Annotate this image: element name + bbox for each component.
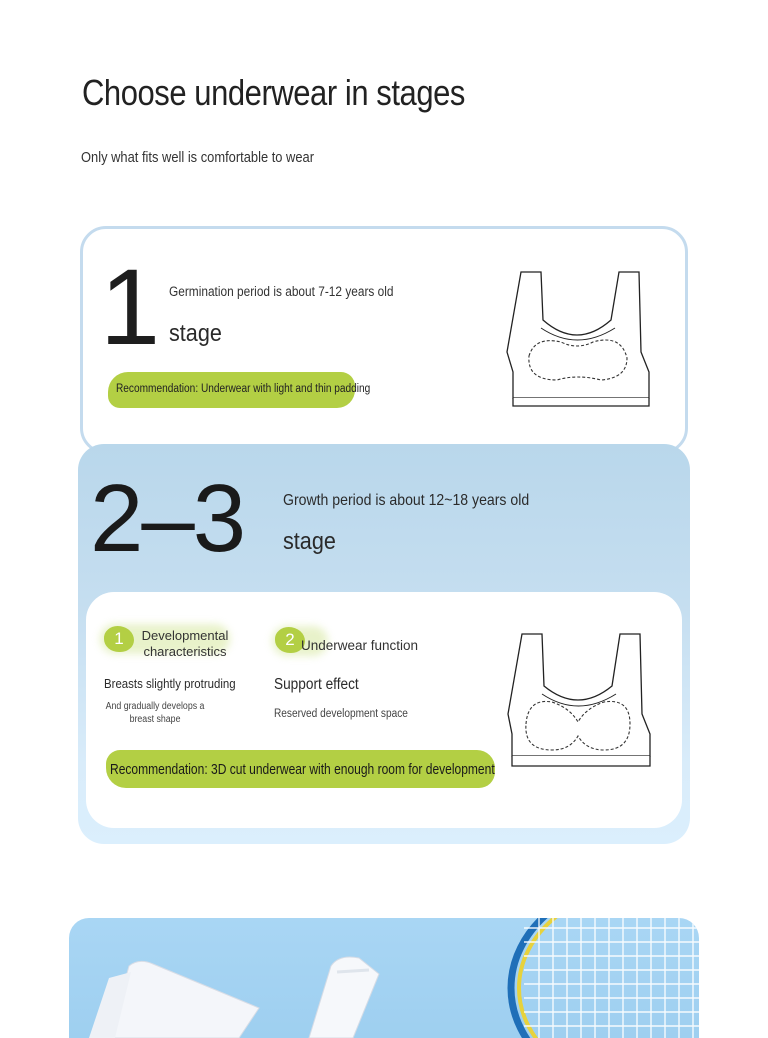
developmental-heading: Developmental characteristics — [141, 628, 229, 659]
stage2-label: stage — [283, 528, 336, 555]
badge-2: 2 — [275, 627, 305, 653]
stage2-number: 2–3 — [90, 465, 245, 572]
photo-scene — [69, 918, 699, 1038]
developmental-item: Breasts slightly protruding — [104, 676, 236, 691]
product-photo — [69, 918, 699, 1038]
stage1-recommendation: Recommendation: Underwear with light and thin padding — [116, 383, 371, 395]
function-item: Support effect — [274, 676, 359, 693]
stage2-period: Growth period is about 12~18 years old — [283, 492, 530, 509]
function-heading: Underwear function — [301, 638, 419, 653]
stage1-label: stage — [169, 320, 222, 347]
stage2-recommendation: Recommendation: 3D cut underwear with enough room for development — [110, 762, 495, 778]
stage1-number: 1 — [100, 246, 161, 367]
function-desc: Reserved development space — [274, 708, 408, 720]
developmental-desc: And gradually develops a breast shape — [105, 701, 205, 725]
training-bra-illustration — [506, 632, 652, 770]
page-subtitle: Only what fits well is comfortable to wear — [81, 149, 315, 166]
stage1-period: Germination period is about 7-12 years old — [169, 284, 394, 299]
training-bra-illustration — [505, 270, 651, 408]
badge-1: 1 — [104, 626, 134, 652]
page-title: Choose underwear in stages — [82, 72, 465, 113]
